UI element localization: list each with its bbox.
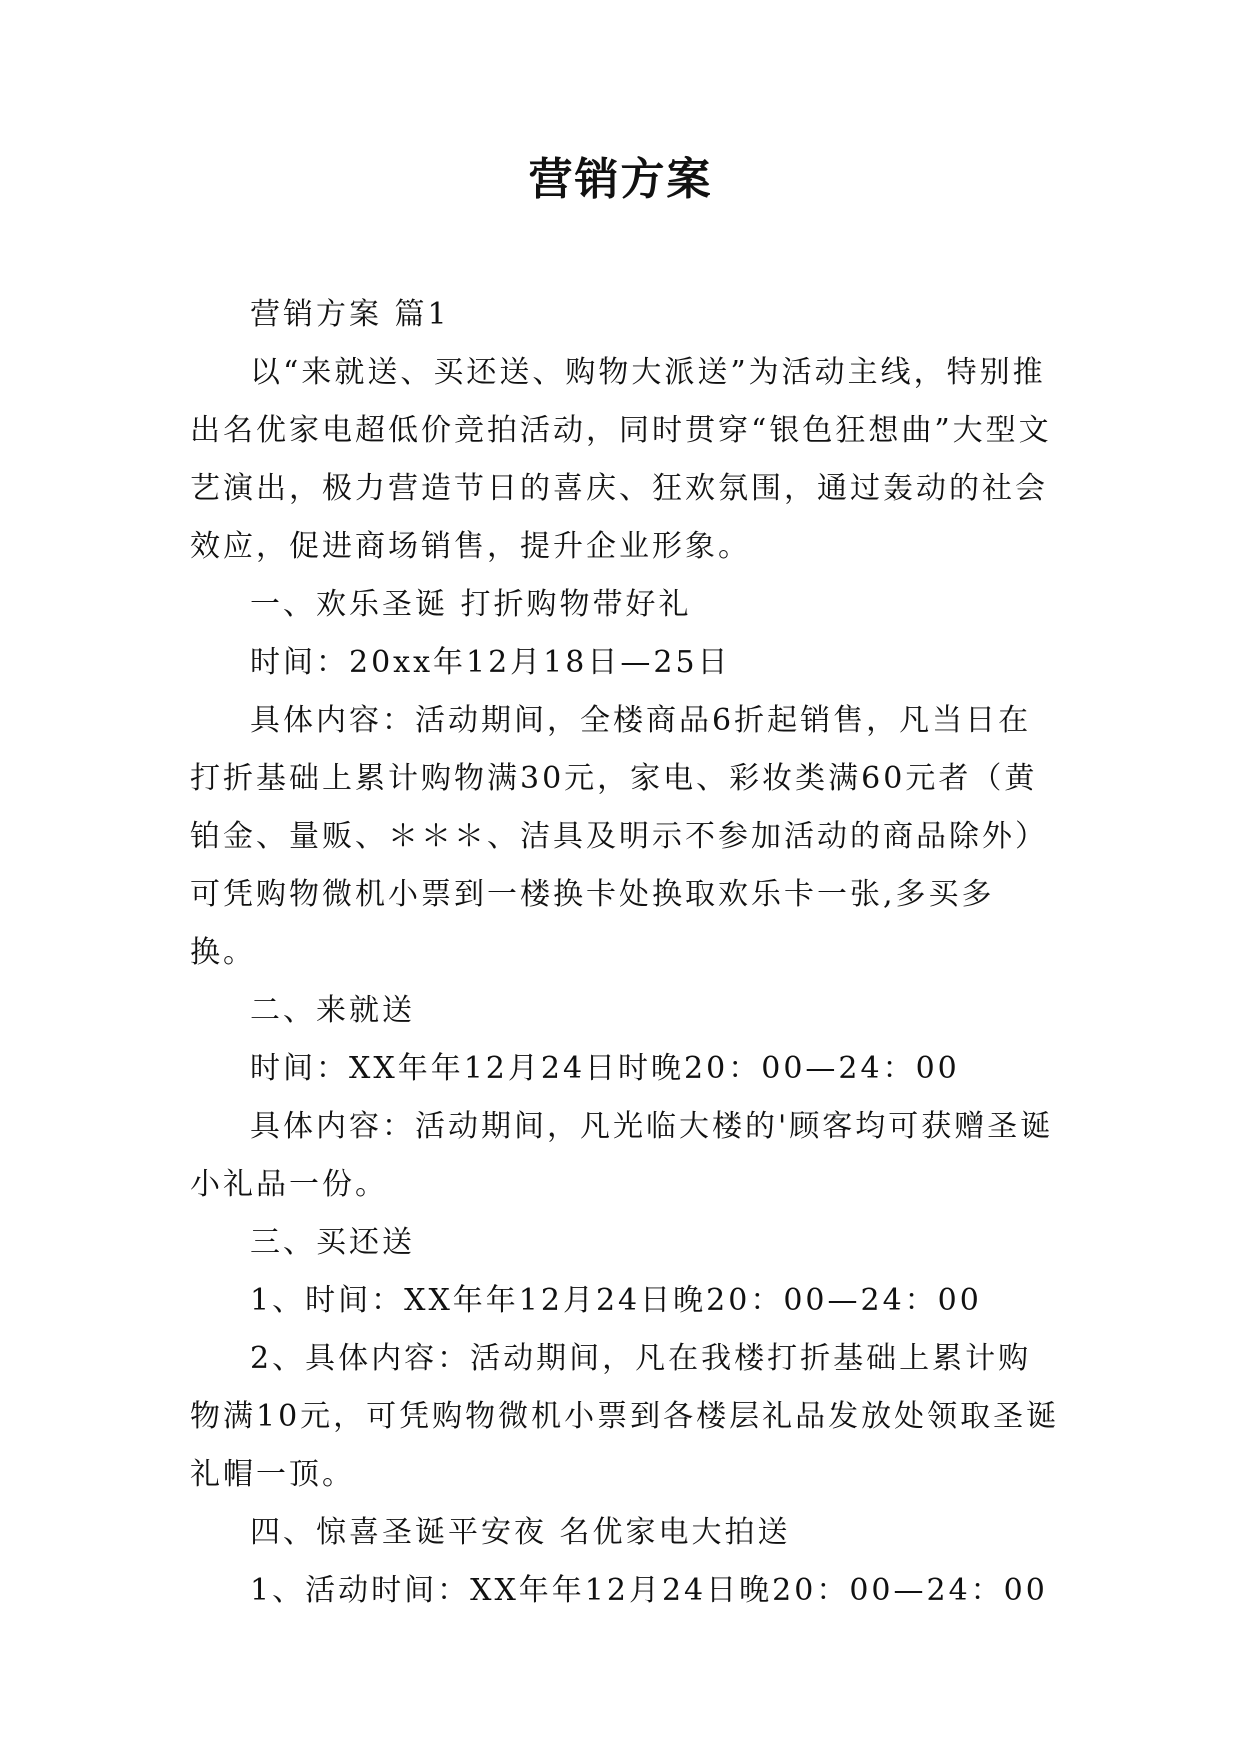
paragraph: 1、活动时间：XX年年12月24日晚20：00—24：00 xyxy=(250,1573,1048,1608)
paragraph: 营销方案 篇1 xyxy=(250,297,450,332)
paragraph: 1、时间：XX年年12月24日晚20：00—24：00 xyxy=(250,1283,982,1318)
paragraph: 以“来就送、买还送、购物大派送”为活动主线，特别推出名优家电超低价竞拍活动，同时贯穿“银色狂想曲”大型文艺演出，极力营造节日的喜庆、狂欢氛围，通过轰动的社会效应，促进商场销售，提升企业形象。 xyxy=(190,355,1052,564)
document-title: 营销方案 xyxy=(528,154,713,205)
paragraph: 2、具体内容：活动期间，凡在我楼打折基础上累计购物满10元，可凭购物微机小票到各楼层礼品发放处领取圣诞礼帽一顶。 xyxy=(190,1341,1060,1492)
paragraph: 具体内容：活动期间，凡光临大楼的'顾客均可获赠圣诞小礼品一份。 xyxy=(190,1109,1054,1202)
paragraph: 四、惊喜圣诞平安夜 名优家电大拍送 xyxy=(250,1515,791,1550)
paragraph: 一、欢乐圣诞 打折购物带好礼 xyxy=(250,587,692,622)
paragraph: 具体内容：活动期间，全楼商品6折起销售，凡当日在打折基础上累计购物满30元，家电、彩妆类满60元者（黄铂金、量贩、＊＊＊、洁具及明示不参加活动的商品除外）可凭购物微机小票到一楼换卡处换取欢乐卡一张,多买多换。 xyxy=(190,703,1048,970)
paragraph: 三、买还送 xyxy=(250,1225,415,1260)
paragraph: 时间：20xx年12月18日—25日 xyxy=(250,645,731,680)
paragraph: 二、来就送 xyxy=(250,993,415,1028)
document-body xyxy=(190,286,1060,1620)
paragraph: 时间：XX年年12月24日时晚20：00—24：00 xyxy=(250,1051,960,1086)
